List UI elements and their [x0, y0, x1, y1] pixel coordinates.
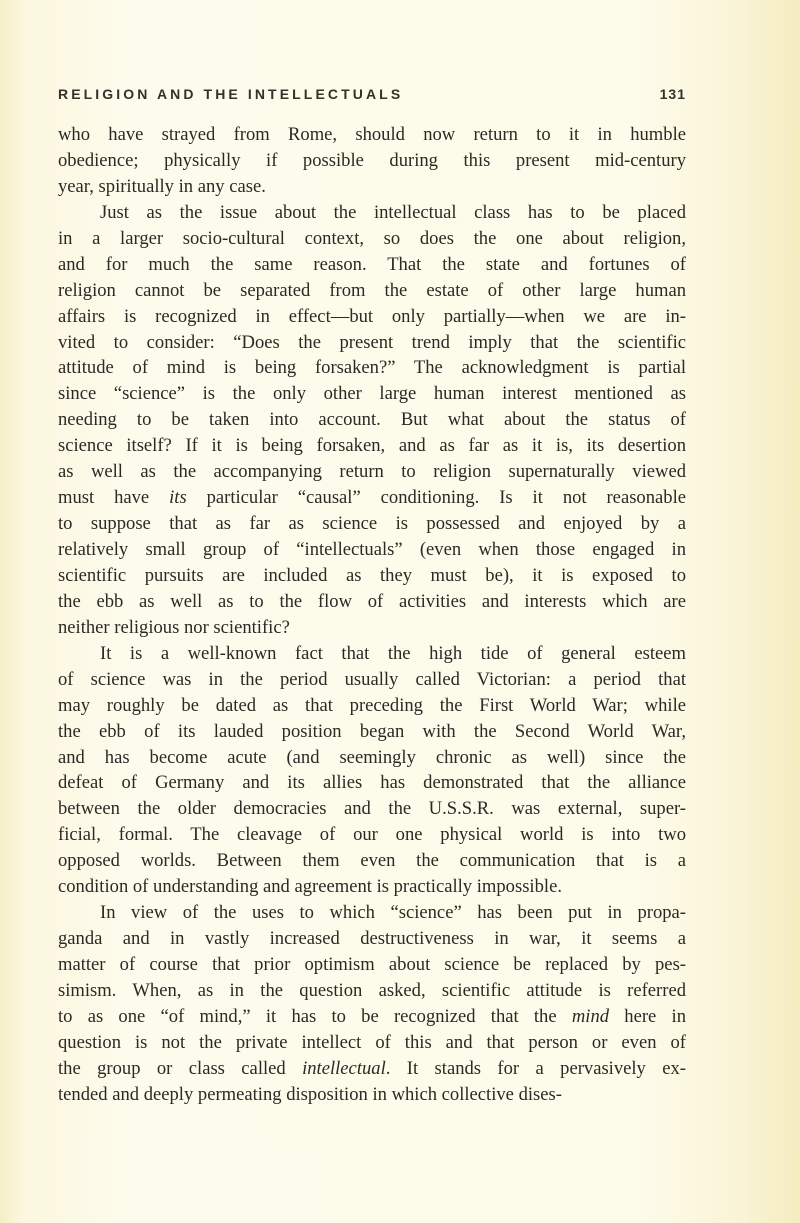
running-head [58, 84, 686, 104]
text-line: condition of understanding and agreement is practically impossible. [58, 876, 562, 898]
text-line: since “science” is the only other large human interest mentioned as [58, 383, 686, 405]
italic-emphasis: mind [571, 1005, 610, 1027]
text-line: question is not the private intellect of this and that person or even of [58, 1031, 686, 1053]
text-line: ganda and in vastly increased destructiveness in war, it seems a [58, 928, 686, 950]
italic-emphasis: intellectual [302, 1057, 386, 1079]
text-line: scientific pursuits are included as they must be), it is exposed to [58, 564, 686, 586]
text-line: tended and deeply permeating disposition in which collective dises- [58, 1083, 562, 1105]
text-line: opposed worlds. Between them even the communication that is a [58, 850, 686, 872]
text-line: vited to consider: “Does the present trend imply that the scientific [58, 331, 686, 353]
text-line: neither religious nor scientific? [58, 616, 290, 638]
paragraph [58, 200, 686, 641]
text-line: of science was in the period usually called Victorian: a period that [58, 668, 686, 690]
text-line: and for much the same reason. That the state and fortunes of [58, 253, 686, 275]
text-line: religion cannot be separated from the estate of other large human [58, 279, 686, 301]
text-line: matter of course that prior optimism about science be replaced by pes- [58, 954, 686, 975]
text-line: the ebb of its lauded position began with the Second World War, [58, 720, 686, 742]
text-line: must have its particular “causal” conditioning. Is it not reasonable [58, 487, 686, 509]
running-head-title: RELIGION AND THE INTELLECTUALS [58, 86, 404, 102]
text-line: to suppose that as far as science is possessed and enjoyed by a [58, 513, 686, 535]
paragraph [58, 641, 686, 900]
paragraph [58, 122, 686, 200]
body-text [58, 122, 686, 1108]
text-line: to as one “of mind,” it has to be recognized that the mind here in [58, 1005, 686, 1027]
text-line: in a larger socio-cultural context, so does the one about religion, [58, 227, 686, 249]
text-line: defeat of Germany and its allies has demonstrated that the alliance [58, 772, 686, 794]
text-line: year, spiritually in any case. [58, 175, 266, 197]
text-line: attitude of mind is being forsaken?” The acknowledgment is partial [58, 357, 686, 379]
text-line: the ebb as well as to the flow of activities and interests which are [58, 590, 686, 612]
text-line: between the older democracies and the U.S.S.R. was external, super- [58, 798, 686, 820]
text-line: may roughly be dated as that preceding the First World War; while [58, 694, 686, 716]
text-line: and has become acute (and seemingly chronic as well) since the [58, 746, 686, 768]
text-line: who have strayed from Rome, should now return to it in humble [58, 124, 686, 145]
italic-emphasis: its [169, 487, 187, 509]
text-line: In view of the uses to which “science” has been put in propa- [100, 902, 686, 924]
text-line: ficial, formal. The cleavage of our one physical world is into two [58, 824, 686, 846]
text-line: the group or class called intellectual. It stands for a pervasively ex- [58, 1057, 686, 1079]
text-line: Just as the issue about the intellectual class has to be placed [100, 201, 686, 223]
page-number: 131 [659, 86, 686, 102]
text-line: science itself? If it is being forsaken, and as far as it is, its desertion [58, 435, 686, 457]
text-line: needing to be taken into account. But what about the status of [58, 409, 686, 431]
text-line: affairs is recognized in effect—but only partially—when we are in- [58, 305, 686, 327]
paragraph [58, 900, 686, 1108]
text-line: It is a well-known fact that the high tide of general esteem [100, 642, 686, 664]
text-line: simism. When, as in the question asked, scientific attitude is referred [58, 979, 686, 1001]
text-line: as well as the accompanying return to religion supernaturally viewed [58, 461, 686, 483]
text-line: obedience; physically if possible during this present mid-century [58, 149, 686, 171]
text-line: relatively small group of “intellectuals” (even when those engaged in [58, 539, 686, 560]
